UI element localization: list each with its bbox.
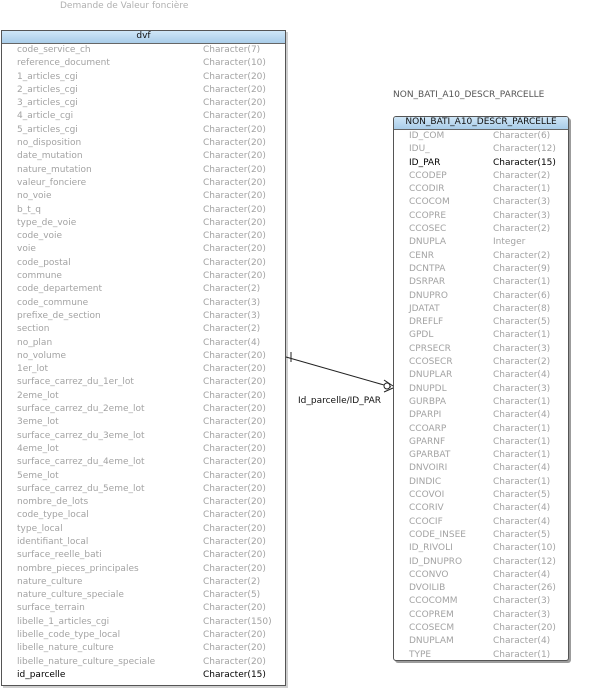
column-type: Character(20) [203,630,266,641]
column-name: DINDIC [409,476,442,487]
column-type: Character(20) [203,151,266,162]
column-name: ID_RIVOLI [409,543,453,554]
column-type: Character(20) [203,111,266,122]
column-type: Character(3) [493,343,551,354]
column-type: Character(3) [493,210,551,221]
column-type: Character(20) [203,350,266,361]
column-name: CCOSECM [409,622,455,633]
column-type: Character(1) [493,450,551,461]
column-name: nature_culture [17,576,83,587]
column-type: Character(2) [493,357,551,368]
column-name: 2eme_lot [17,390,59,401]
column-type: Character(2) [203,324,261,335]
column-type: Character(3) [203,297,261,308]
column-type: Character(4) [493,516,551,527]
column-type: Character(15) [493,157,556,168]
column-type: Character(5) [493,529,551,540]
column-type: Character(20) [203,271,266,282]
column-type: Character(1) [493,330,551,341]
column-name: surface_carrez_du_3eme_lot [17,430,145,441]
column-name: code_voie [17,231,63,242]
column-name: code_type_local [17,510,89,521]
column-type: Character(20) [203,164,266,175]
column-type: Character(4) [203,337,261,348]
column-type: Character(20) [203,510,266,521]
column-type: Character(20) [203,177,266,188]
column-name: 5_articles_cgi [17,124,78,135]
column-type: Character(20) [203,483,266,494]
column-type: Character(20) [203,377,266,388]
column-type: Character(20) [203,244,266,255]
column-type: Character(2) [493,224,551,235]
column-type: Character(1) [493,277,551,288]
column-type: Character(20) [203,417,266,428]
column-type: Character(20) [203,98,266,109]
column-type: Character(20) [203,497,266,508]
column-type: Character(3) [493,596,551,607]
column-type: Character(20) [203,124,266,135]
dvf-diagram-caption: Demande de Valeur foncière [60,1,189,11]
column-type: Character(20) [493,622,556,633]
column-name: date_mutation [17,151,83,162]
column-name: 4eme_lot [17,443,59,454]
column-name: CCOVOI [409,490,445,501]
column-name: identifiant_local [17,536,89,547]
column-name: nature_culture_speciale [17,590,124,601]
column-name: section [17,324,50,335]
column-name: reference_document [17,58,110,69]
column-name: 5eme_lot [17,470,59,481]
column-name: no_voie [17,191,52,202]
column-type: Character(12) [493,144,556,155]
column-type: Character(6) [493,131,551,141]
column-name: DNUPRO [409,290,449,301]
column-name: surface_reelle_bati [17,550,102,561]
column-type: Character(9) [493,263,551,274]
column-type: Character(20) [203,231,266,242]
column-type: Character(20) [203,404,266,415]
column-type: Character(1) [493,396,551,407]
column-name: nombre_de_lots [17,497,89,508]
column-type: Character(3) [493,197,551,208]
column-type: Character(20) [203,536,266,547]
column-type: Character(1) [493,423,551,434]
column-name: DNUPLAM [409,636,454,647]
column-type: Character(2) [493,170,551,181]
column-type: Character(6) [493,290,551,301]
column-name: GPARNF [409,436,446,447]
column-name: code_commune [17,297,89,308]
column-type: Character(2) [203,284,261,295]
column-name: DNVOIRI [409,463,448,474]
column-type: Character(2) [203,576,261,587]
column-name: code_postal [17,257,71,268]
column-name: surface_carrez_du_4eme_lot [17,457,145,468]
column-type: Character(20) [203,603,266,614]
column-name: libelle_nature_culture_speciale [17,656,156,667]
column-type: Character(20) [203,217,266,228]
column-type: Character(12) [493,556,556,567]
column-name: no_disposition [17,138,82,149]
column-name: b_t_q [17,204,41,215]
column-name: no_plan [17,337,53,348]
column-type: Character(1) [493,184,551,195]
column-type: Character(20) [203,390,266,401]
column-name: CCODIR [409,184,445,195]
column-name: DSRPAR [409,277,446,288]
column-name: type_local [17,523,63,534]
column-type: Character(4) [493,410,551,421]
column-name: DCNTPA [409,263,446,274]
column-name: CCOPRE [409,210,447,221]
column-name: 4_article_cgi [17,111,74,122]
column-type: Character(20) [203,643,266,654]
column-name: no_volume [17,350,67,361]
column-name: JDATAT [409,303,440,314]
column-name: surface_carrez_du_5eme_lot [17,483,145,494]
column-name: DPARPI [409,410,442,421]
non-bati-entity-header[interactable]: NON_BATI_A10_DESCR_PARCELLE [394,117,568,130]
column-type: Character(20) [203,550,266,561]
column-type: Character(5) [493,317,551,328]
column-type: Character(4) [493,569,551,580]
column-name: GPARBAT [409,450,451,461]
column-name: commune [17,271,62,282]
column-type: Character(10) [203,58,266,69]
column-name: valeur_fonciere [17,177,87,188]
column-name: CCONVO [409,569,449,580]
column-name: DNUPLA [409,237,447,248]
column-type: Character(1) [493,436,551,447]
column-name: voie [17,244,36,255]
column-name: prefixe_de_section [17,310,101,321]
column-type: Character(20) [203,204,266,215]
column-type: Character(5) [203,590,261,601]
column-name: ID_PAR [409,157,441,168]
column-type: Character(20) [203,364,266,375]
column-name: CCOCOMM [409,596,458,607]
column-name: libelle_code_type_local [17,630,121,641]
column-type: Character(4) [493,463,551,474]
column-name: 1er_lot [17,364,48,375]
column-name: code_departement [17,284,102,295]
column-name: CCOSEC [409,224,447,235]
column-type: Character(20) [203,191,266,202]
column-type: Character(20) [203,656,266,667]
column-type: Character(150) [203,616,272,627]
column-name: CCODEP [409,170,447,181]
column-name: id_parcelle [17,669,66,680]
column-name: CCOCOM [409,197,450,208]
relationship-label: Id_parcelle/ID_PAR [298,396,381,406]
column-type: Character(20) [203,71,266,82]
column-type: Character(1) [493,649,551,660]
column-type: Character(20) [203,523,266,534]
column-type: Character(20) [203,430,266,441]
column-name: CCORIV [409,503,444,514]
column-name: type_de_voie [17,217,77,228]
column-type: Character(5) [493,490,551,501]
column-name: CPRSECR [409,343,451,354]
column-type: Character(3) [493,609,551,620]
column-type: Character(20) [203,257,266,268]
column-type: Character(20) [203,563,266,574]
column-name: DNUPLAR [409,370,453,381]
column-name: nature_mutation [17,164,92,175]
column-type: Character(20) [203,443,266,454]
column-name: CCOPREM [409,609,454,620]
relationship-line [286,357,391,387]
column-name: CODE_INSEE [409,529,466,540]
column-type: Character(4) [493,370,551,381]
column-name: CCOSECR [409,357,453,368]
column-type: Character(8) [493,303,551,314]
column-type: Character(2) [493,250,551,261]
column-name: ID_COM [409,131,445,141]
column-type: Character(20) [203,138,266,149]
column-name: DVOILIB [409,583,446,594]
column-name: code_service_ch [17,45,91,55]
column-type: Character(20) [203,470,266,481]
column-name: DREFLF [409,317,444,328]
non-bati-diagram-caption: NON_BATI_A10_DESCR_PARCELLE [393,90,545,100]
column-type: Character(3) [493,383,551,394]
column-name: libelle_1_articles_cgi [17,616,110,627]
column-type: Character(3) [203,310,261,321]
column-name: surface_carrez_du_2eme_lot [17,404,145,415]
column-name: nombre_pieces_principales [17,563,139,574]
column-name: CCOARP [409,423,447,434]
column-name: 3_articles_cgi [17,98,78,109]
column-type: Character(10) [493,543,556,554]
column-type: Character(20) [203,457,266,468]
column-type: Character(20) [203,84,266,95]
column-name: 3eme_lot [17,417,59,428]
column-name: TYPE [409,649,432,660]
column-type: Character(1) [493,476,551,487]
column-name: ID_DNUPRO [409,556,463,567]
column-name: libelle_nature_culture [17,643,114,654]
column-name: GPDL [409,330,434,341]
column-type: Character(26) [493,583,556,594]
column-name: 2_articles_cgi [17,84,78,95]
column-type: Character(7) [203,45,261,55]
column-type: Integer [493,237,526,248]
column-name: CENR [409,250,434,261]
column-type: Character(15) [203,669,266,680]
column-name: surface_terrain [17,603,85,614]
column-name: CCOCIF [409,516,443,527]
column-name: GURBPA [409,396,446,407]
column-name: DNUPDL [409,383,447,394]
column-type: Character(4) [493,503,551,514]
column-type: Character(4) [493,636,551,647]
column-name: IDU_ [409,144,430,155]
dvf-entity-header[interactable]: dvf [2,31,285,44]
column-name: 1_articles_cgi [17,71,78,82]
column-name: surface_carrez_du_1er_lot [17,377,134,388]
